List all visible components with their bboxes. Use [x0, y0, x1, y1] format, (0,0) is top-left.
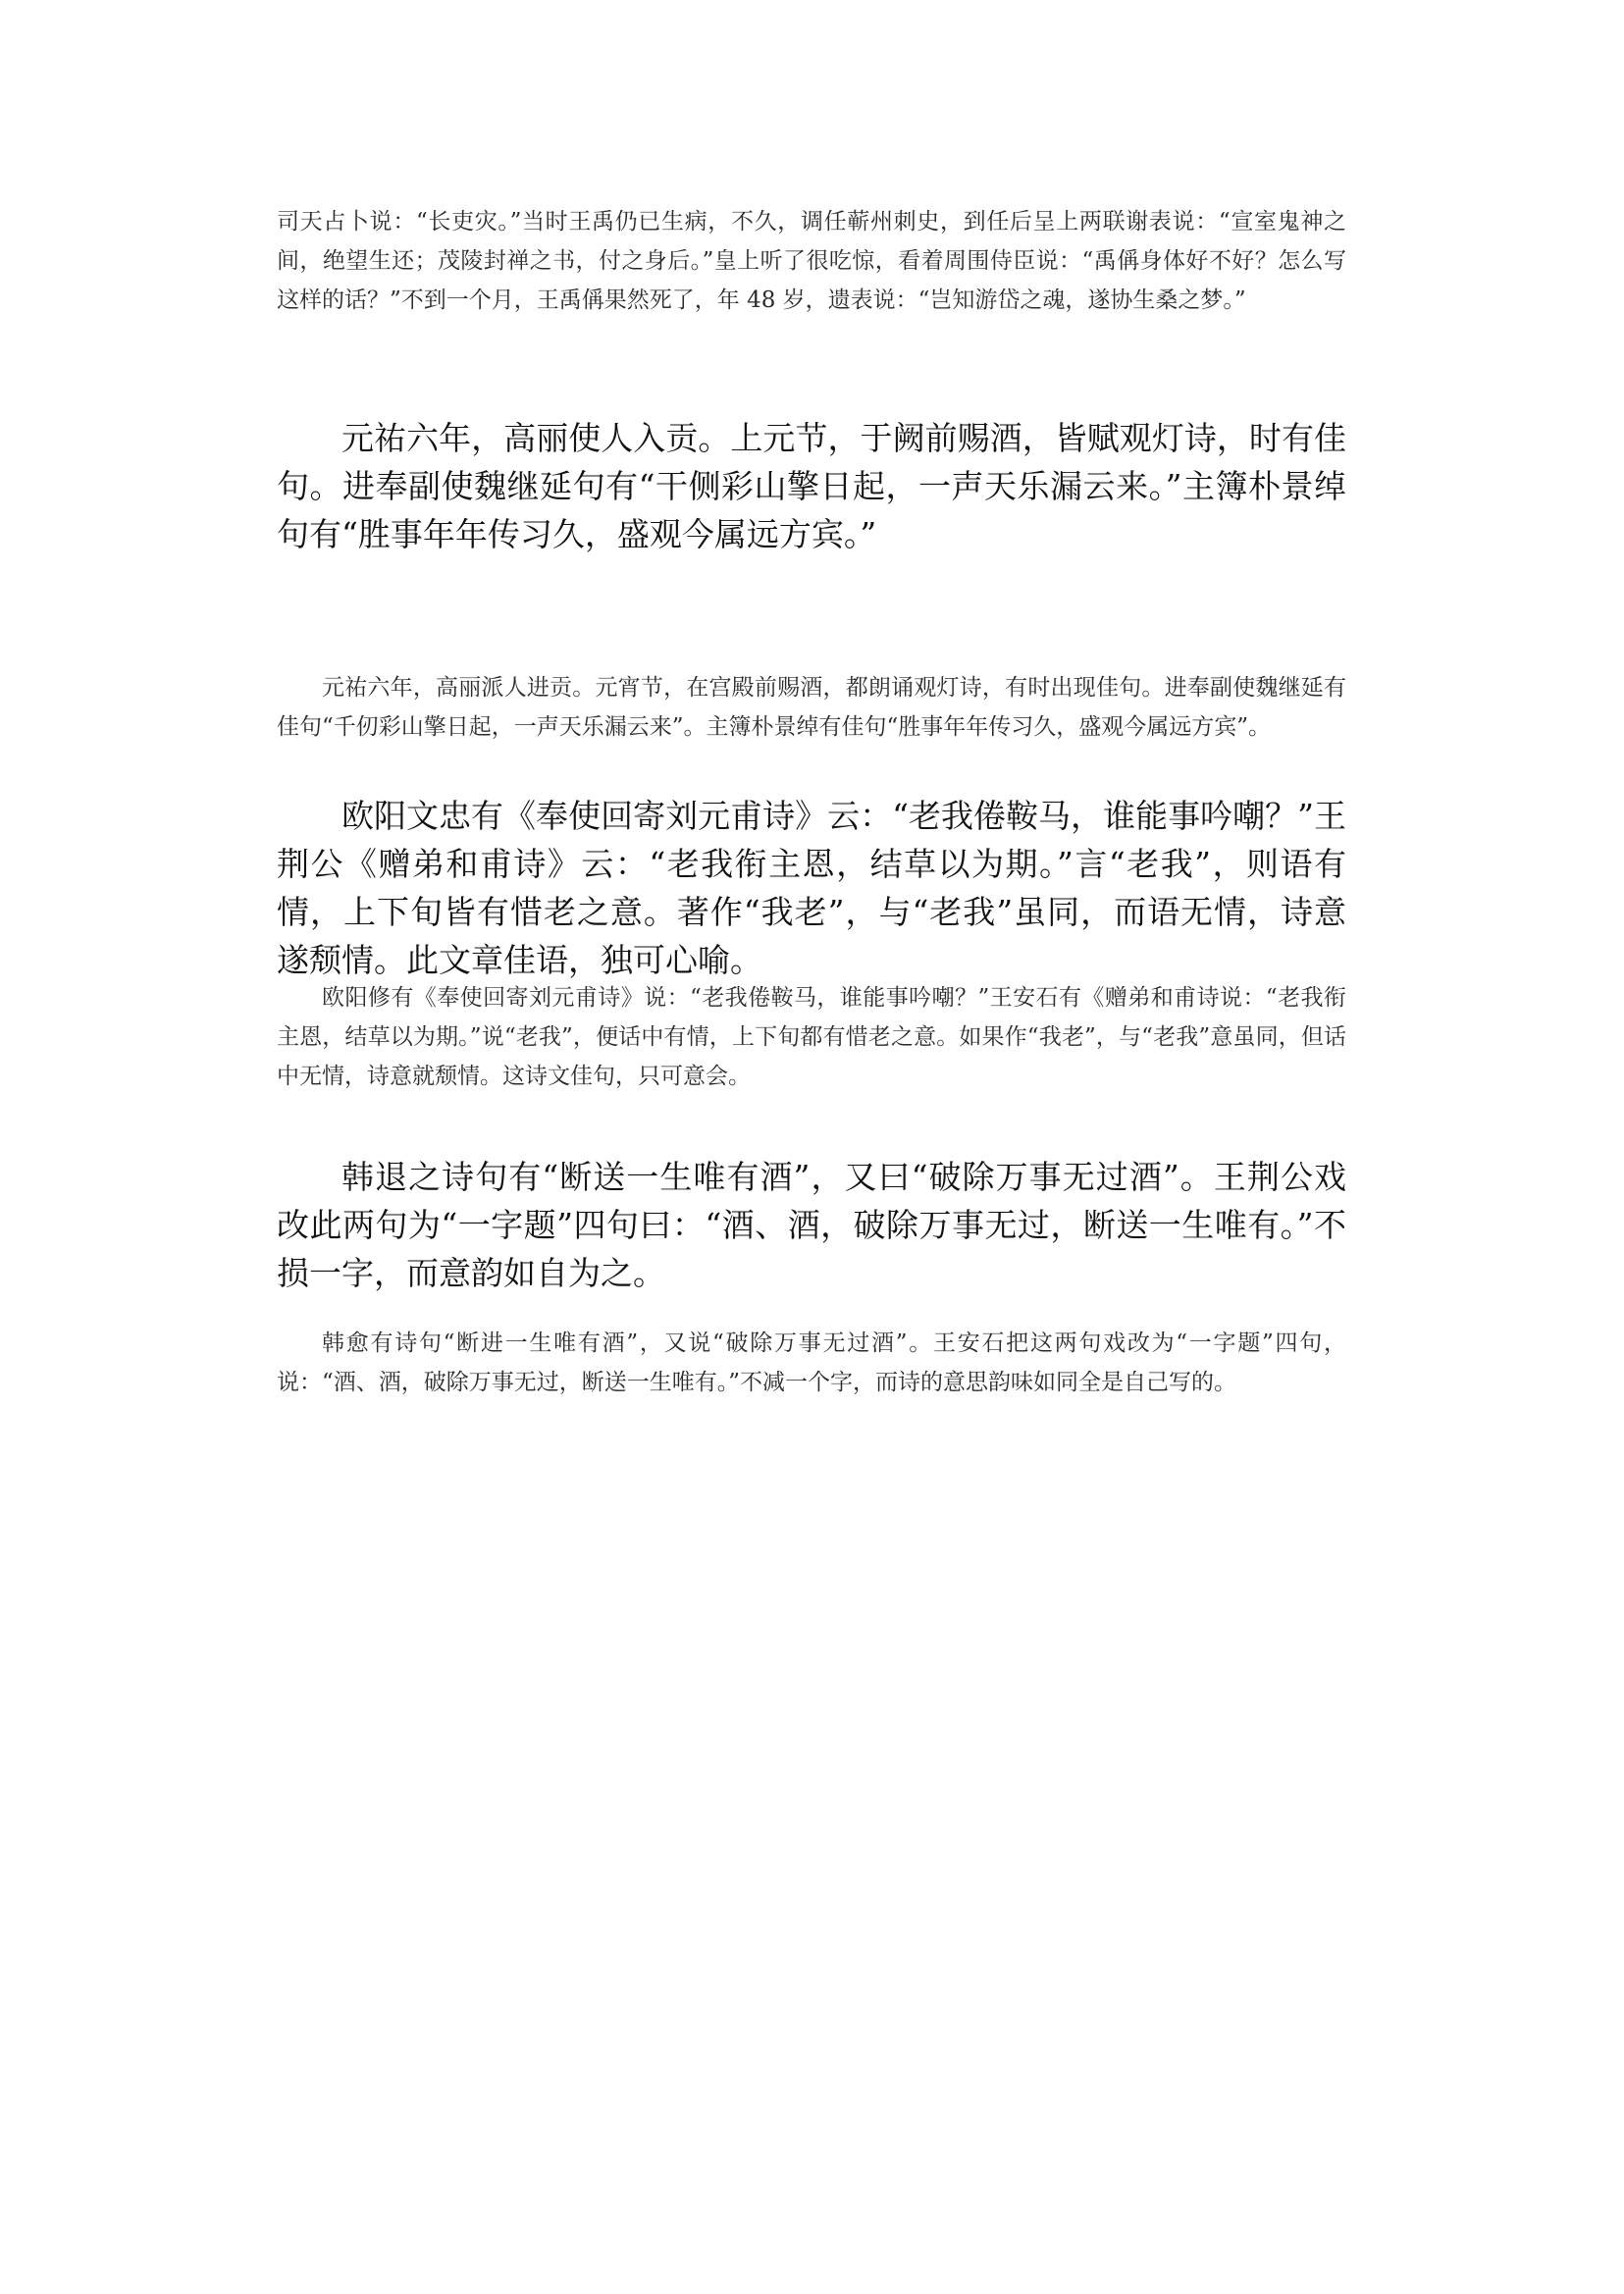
translation-paragraph: 司天占卜说：“长吏灾。”当时王禹仍已生病，不久，调任蕲州刺史，到任后呈上两联谢表说：“宣室鬼神之间，绝望生还；茂陵封禅之书，付之身后。”皇上听了很吃惊，看着周围侍臣说：“禹偁身体好不好？怎么写这样的话？”不到一个月，王禹偁果然死了，年 48 岁，遗表说：“岂知游岱之魂，遂协生桑之梦。”	[277, 209, 1346, 313]
original-text-paragraph: 元祐六年，高丽使人入贡。上元节，于阙前赐酒，皆赋观灯诗，时有佳句。进奉副使魏继延句有“干侧彩山擎日起，一声天乐漏云来。”主簿朴景绰句有“胜事年年传习久，盛观今属远方宾。”	[277, 419, 1346, 553]
original-text-paragraph: 韩退之诗句有“断送一生唯有酒”，又曰“破除万事无过酒”。王荆公戏改此两句为“一字题”四句曰：“酒、酒，破除万事无过，断送一生唯有。”不损一字，而意韵如自为之。	[277, 1158, 1346, 1292]
translation-paragraph: 元祐六年，高丽派人进贡。元宵节，在宫殿前赐酒，都朗诵观灯诗，有时出现佳句。进奉副使魏继延有佳句“千仞彩山擎日起，一声天乐漏云来”。主簿朴景绰有佳句“胜事年年传习久，盛观今属远方宾”。	[277, 675, 1346, 740]
translation-paragraph: 韩愈有诗句“断进一生唯有酒”，又说“破除万事无过酒”。王安石把这两句戏改为“一字题”四句，说：“酒、酒，破除万事无过，断送一生唯有。”不减一个字，而诗的意思韵味如同全是自己写的。	[277, 1330, 1346, 1395]
original-text-paragraph: 欧阳文忠有《奉使回寄刘元甫诗》云：“老我倦鞍马，谁能事吟嘲？”王荆公《赠弟和甫诗》云：“老我衔主恩，结草以为期。”言“老我”，则语有情，上下旬皆有惜老之意。著作“我老”，与“老我”虽同，而语无情，诗意遂颓情。此文章佳语，独可心喻。	[277, 797, 1346, 979]
translation-paragraph: 欧阳修有《奉使回寄刘元甫诗》说：“老我倦鞍马，谁能事吟嘲？”王安石有《赠弟和甫诗说：“老我衔主恩，结草以为期。”说“老我”，便话中有情，上下旬都有惜老之意。如果作“我老”，与“老我”意虽同，但话中无情，诗意就颓情。这诗文佳句，只可意会。	[277, 985, 1346, 1089]
